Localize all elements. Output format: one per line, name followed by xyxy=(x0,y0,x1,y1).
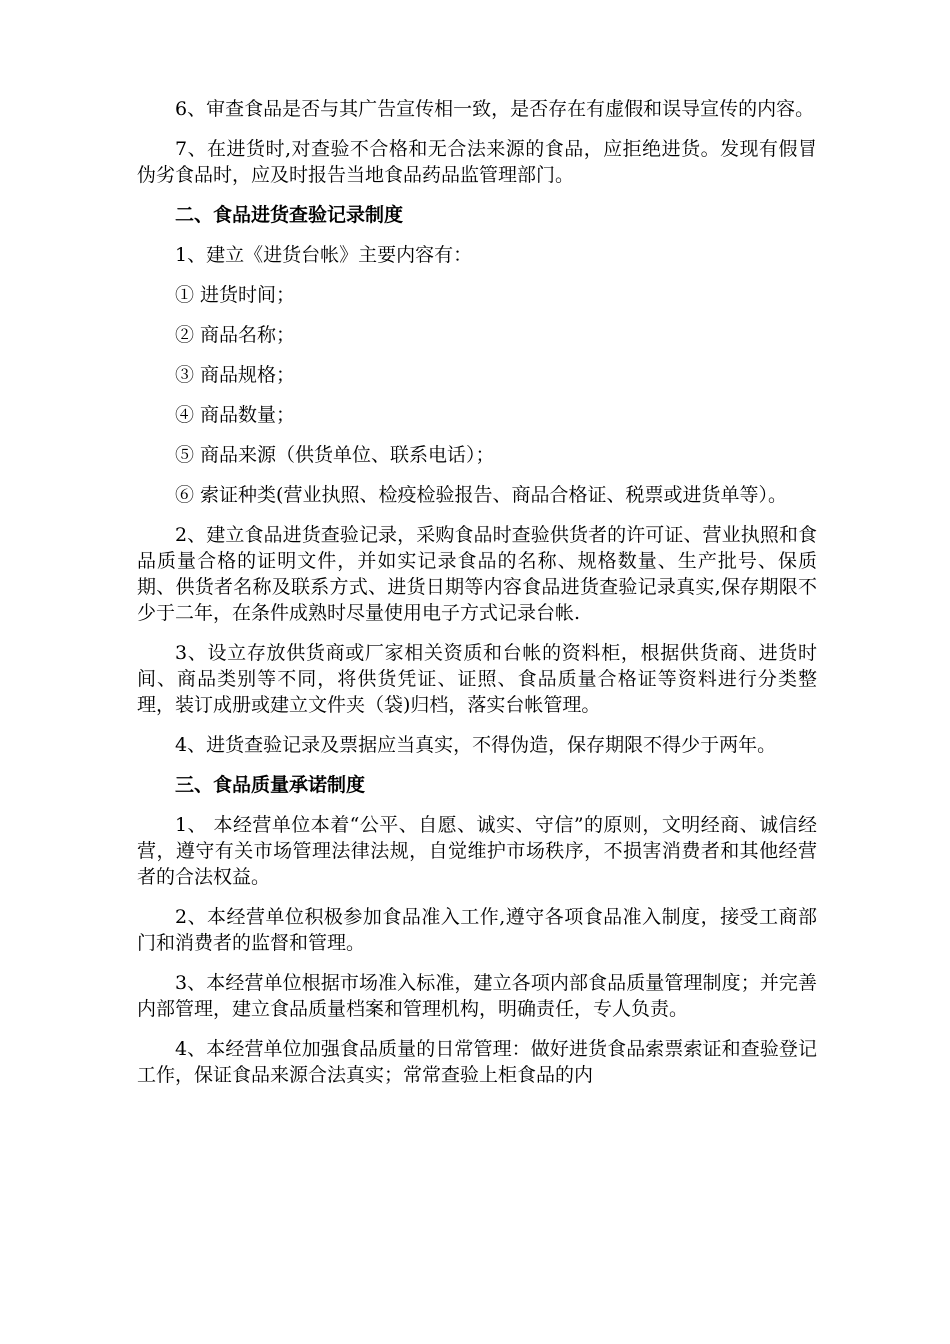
paragraph-ad-consistency: 6、审查食品是否与其广告宣传相一致，是否存在有虚假和误导宣传的内容。 xyxy=(175,98,815,120)
list-item: ④ 商品数量； xyxy=(175,404,296,426)
paragraph-fair-principle: 1、 本经营单位本着“公平、自愿、诚实、守信”的原则，文明经商、诚信经营，遵守有关市场管理法律法规，自觉维护市场秩序，不损害消费者和其他经营者的合法权益。 xyxy=(137,814,817,888)
document-page xyxy=(137,96,817,1102)
paragraph-market-access: 2、本经营单位积极参加食品准入工作,遵守各项食品准入制度，接受工商部门和消费者的监督和管理。 xyxy=(137,906,817,954)
list-item: ⑤ 商品来源（供货单位、联系电话）； xyxy=(175,444,495,466)
paragraph-ledger-intro: 1、建立《进货台帐》主要内容有： xyxy=(175,244,473,266)
paragraph-document-cabinet: 3、设立存放供货商或厂家相关资质和台帐的资料柜，根据供货商、进货时间、商品类别等不同，将供货凭证、证照、食品质量合格证等资料进行分类整理，装订成册或建立文件夹（袋)归档，落实台帐管理。 xyxy=(137,642,817,716)
paragraph-reject-goods: 7、在进货时,对查验不合格和无合法来源的食品，应拒绝进货。发现有假冒伪劣食品时，应及时报告当地食品药品监管理部门。 xyxy=(137,138,817,186)
section-heading-quality-commitment: 三、食品质量承诺制度 xyxy=(175,774,366,796)
paragraph-record-retention: 4、进货查验记录及票据应当真实，不得伪造，保存期限不得少于两年。 xyxy=(175,734,777,756)
list-item: ③ 商品规格； xyxy=(175,364,296,386)
list-item: ① 进货时间； xyxy=(175,284,296,306)
paragraph-internal-management: 3、本经营单位根据市场准入标准，建立各项内部食品质量管理制度；并完善内部管理，建立食品质量档案和管理机构，明确责任，专人负责。 xyxy=(137,972,817,1020)
list-item: ② 商品名称； xyxy=(175,324,296,346)
section-heading-inspection-record: 二、食品进货查验记录制度 xyxy=(175,204,404,226)
list-item: ⑥ 索证种类(营业执照、检疫检验报告、商品合格证、税票或进货单等）。 xyxy=(175,484,787,506)
paragraph-daily-management: 4、本经营单位加强食品质量的日常管理：做好进货食品索票索证和查验登记工作，保证食品来源合法真实；常常查验上柜食品的内 xyxy=(137,1038,817,1086)
paragraph-inspection-record: 2、建立食品进货查验记录，采购食品时查验供货者的许可证、营业执照和食品质量合格的证明文件，并如实记录食品的名称、规格数量、生产批号、保质期、供货者名称及联系方式、进货日期等内容食品进货查验记录真实,保存期限不少于二年，在条件成熟时尽量使用电子方式记录台帐. xyxy=(137,524,817,624)
